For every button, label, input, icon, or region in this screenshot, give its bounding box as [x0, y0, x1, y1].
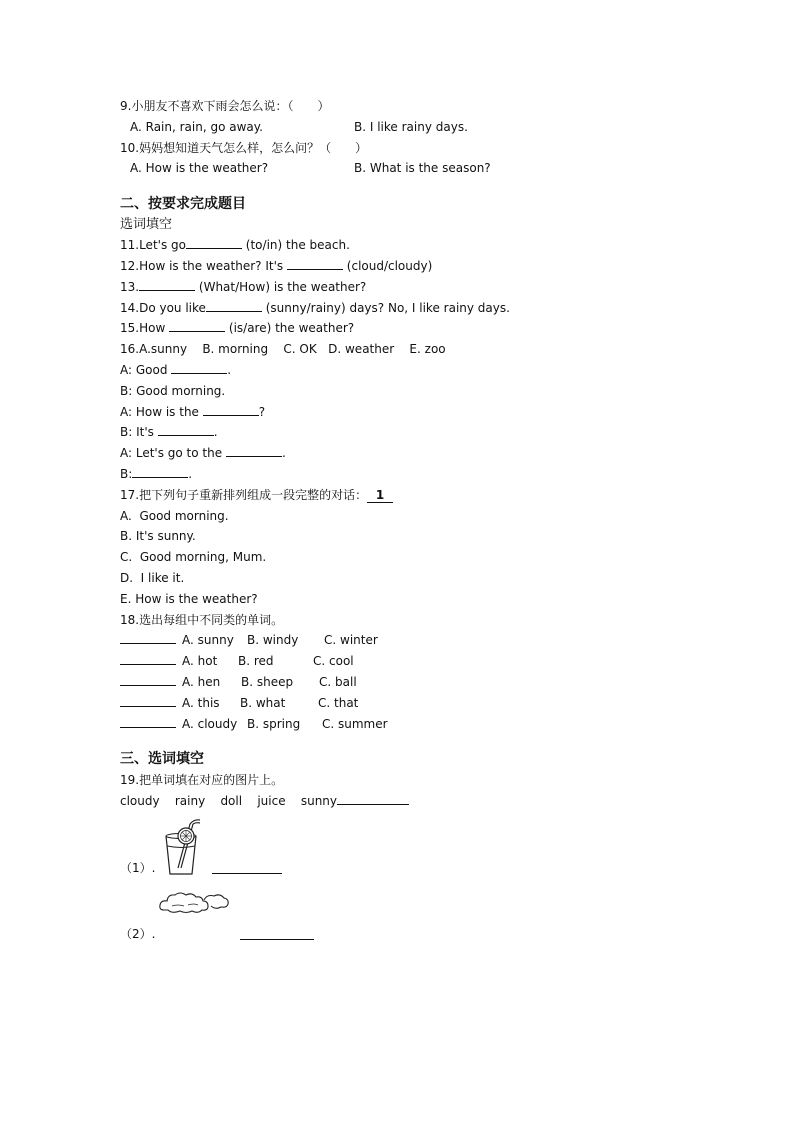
q16-line-1-pre: A: Good — [120, 362, 172, 377]
q16-line-6 — [120, 464, 740, 485]
q18-blank-2[interactable] — [120, 651, 176, 665]
q17-item-a: A. Good morning. — [120, 508, 229, 523]
section-2-subtitle: 选词填空 — [120, 217, 173, 233]
q18-g1-c: C. winter — [324, 633, 378, 648]
q16-line-4-pre: B: It's — [120, 425, 158, 440]
q18-g1-b: B. windy — [247, 633, 299, 648]
q10-option-b[interactable]: B. What is the season? — [354, 161, 491, 176]
q9-options — [120, 117, 740, 138]
q9-option-a[interactable]: A. Rain, rain, go away. — [130, 119, 263, 134]
q18-g2-a: A. hot — [182, 654, 218, 669]
q17-item-c: C. Good morning, Mum. — [120, 550, 267, 565]
q17-stem-row — [120, 485, 740, 506]
q16-blank-4[interactable] — [158, 423, 214, 436]
section-2-title: 二、按要求完成题目 — [120, 196, 246, 213]
q16-line-4 — [120, 422, 740, 443]
q15 — [120, 318, 740, 339]
q16-line-2-text: B: Good morning. — [120, 383, 226, 398]
q17-answer[interactable]: 1 — [367, 488, 393, 503]
q17-item-d: D. I like it. — [120, 570, 185, 585]
section-3-title: 三、选词填空 — [120, 751, 204, 768]
q18-g4-c: C. that — [318, 695, 359, 710]
q13-post: (What/How) is the weather? — [195, 279, 367, 294]
q16-blank-6[interactable] — [132, 465, 188, 478]
q19-word-bank: cloudy rainy doll juice sunny — [120, 794, 338, 809]
q18-g5-c: C. summer — [322, 716, 388, 731]
q16-blank-1[interactable] — [171, 361, 227, 374]
q18-blank-3[interactable] — [120, 672, 176, 686]
q17-stem: 17.把下列句子重新排列组成一段完整的对话： — [120, 487, 368, 502]
q15-pre: 15.How — [120, 321, 170, 336]
q11-post: (to/in) the beach. — [241, 238, 350, 253]
q14-blank[interactable] — [206, 299, 262, 312]
q12-post: (cloud/cloudy) — [342, 258, 433, 273]
q16-line-3 — [120, 402, 740, 423]
q16-line-5-post: . — [281, 446, 286, 461]
q18-blank-1[interactable] — [120, 630, 176, 644]
q18-g5-a: A. cloudy — [182, 716, 238, 731]
q18-group-5 — [120, 714, 740, 735]
q19-word-bank-underline — [337, 792, 409, 805]
q17-item-b: B. It's sunny. — [120, 529, 196, 544]
q19-item-2-label: （2）. — [120, 926, 156, 941]
q11-pre: 11.Let's go — [120, 238, 186, 253]
q13-blank[interactable] — [139, 278, 195, 291]
q15-blank[interactable] — [169, 319, 225, 332]
q19-item-1-answer-blank[interactable] — [212, 873, 282, 874]
q18-g2-c: C. cool — [313, 654, 354, 669]
q11-blank[interactable] — [186, 236, 242, 249]
q18-blank-5[interactable] — [120, 714, 176, 728]
q16-line-5-pre: A: Let's go to the — [120, 446, 226, 461]
q18-g4-a: A. this — [182, 695, 220, 710]
q13-pre: 13. — [120, 279, 140, 294]
q18-stem: 18.选出每组中不同类的单词。 — [120, 612, 284, 627]
q19-words-row — [120, 791, 740, 812]
q16-line-3-post: ? — [258, 404, 266, 419]
q15-post: (is/are) the weather? — [225, 321, 355, 336]
q18-blank-4[interactable] — [120, 693, 176, 707]
q16-line-1-post: . — [227, 362, 232, 377]
q19-item-1 — [120, 812, 740, 882]
q16-line-2 — [120, 381, 740, 402]
q18-group-3 — [120, 672, 740, 693]
q16-line-5 — [120, 443, 740, 464]
q16-line-6-post: . — [188, 466, 193, 481]
q10-options — [120, 158, 740, 179]
q16-line-4-post: . — [213, 425, 218, 440]
q12-blank[interactable] — [287, 257, 343, 270]
q18-g5-b: B. spring — [247, 716, 301, 731]
q17-item-e: E. How is the weather? — [120, 591, 258, 606]
q14-pre: 14.Do you like — [120, 300, 206, 315]
q18-group-2 — [120, 651, 740, 672]
q19-stem: 19.把单词填在对应的图片上。 — [120, 773, 284, 788]
q16-options: 16.A.sunny B. morning C. OK D. weather E. zoo — [120, 342, 446, 357]
q18-group-1 — [120, 630, 740, 651]
q19-item-2-answer-blank[interactable] — [240, 939, 314, 940]
q19-item-1-label: （1）. — [120, 860, 156, 875]
q16-blank-3[interactable] — [203, 403, 259, 416]
q16-blank-5[interactable] — [226, 444, 282, 457]
q14-post: (sunny/rainy) days? No, I like rainy days. — [261, 300, 510, 315]
q18-g3-b: B. sheep — [241, 674, 294, 689]
q18-g3-c: C. ball — [319, 674, 357, 689]
q16-line-1 — [120, 360, 740, 381]
q10-option-a[interactable]: A. How is the weather? — [130, 161, 269, 176]
q14 — [120, 298, 740, 319]
q18-group-4 — [120, 693, 740, 714]
cloud-icon — [158, 888, 230, 918]
q18-g1-a: A. sunny — [182, 633, 234, 648]
q18-g2-b: B. red — [238, 654, 274, 669]
q10-stem: 10.妈妈想知道天气怎么样，怎么问？（ ） — [120, 140, 368, 155]
q16-line-3-pre: A: How is the — [120, 404, 203, 419]
q9-option-b[interactable]: B. I like rainy days. — [354, 119, 468, 134]
q11 — [120, 235, 740, 256]
q18-g4-b: B. what — [240, 695, 286, 710]
q12-pre: 12.How is the weather? It's — [120, 258, 287, 273]
q19-item-2 — [120, 882, 740, 948]
q16-line-6-pre: B: — [120, 466, 133, 481]
q18-g3-a: A. hen — [182, 674, 221, 689]
q13 — [120, 277, 740, 298]
juice-glass-icon — [158, 818, 210, 876]
q12 — [120, 256, 740, 277]
q9-stem: 9.小朋友不喜欢下雨会怎么说：（ ） — [120, 99, 330, 113]
worksheet-page — [120, 96, 740, 948]
